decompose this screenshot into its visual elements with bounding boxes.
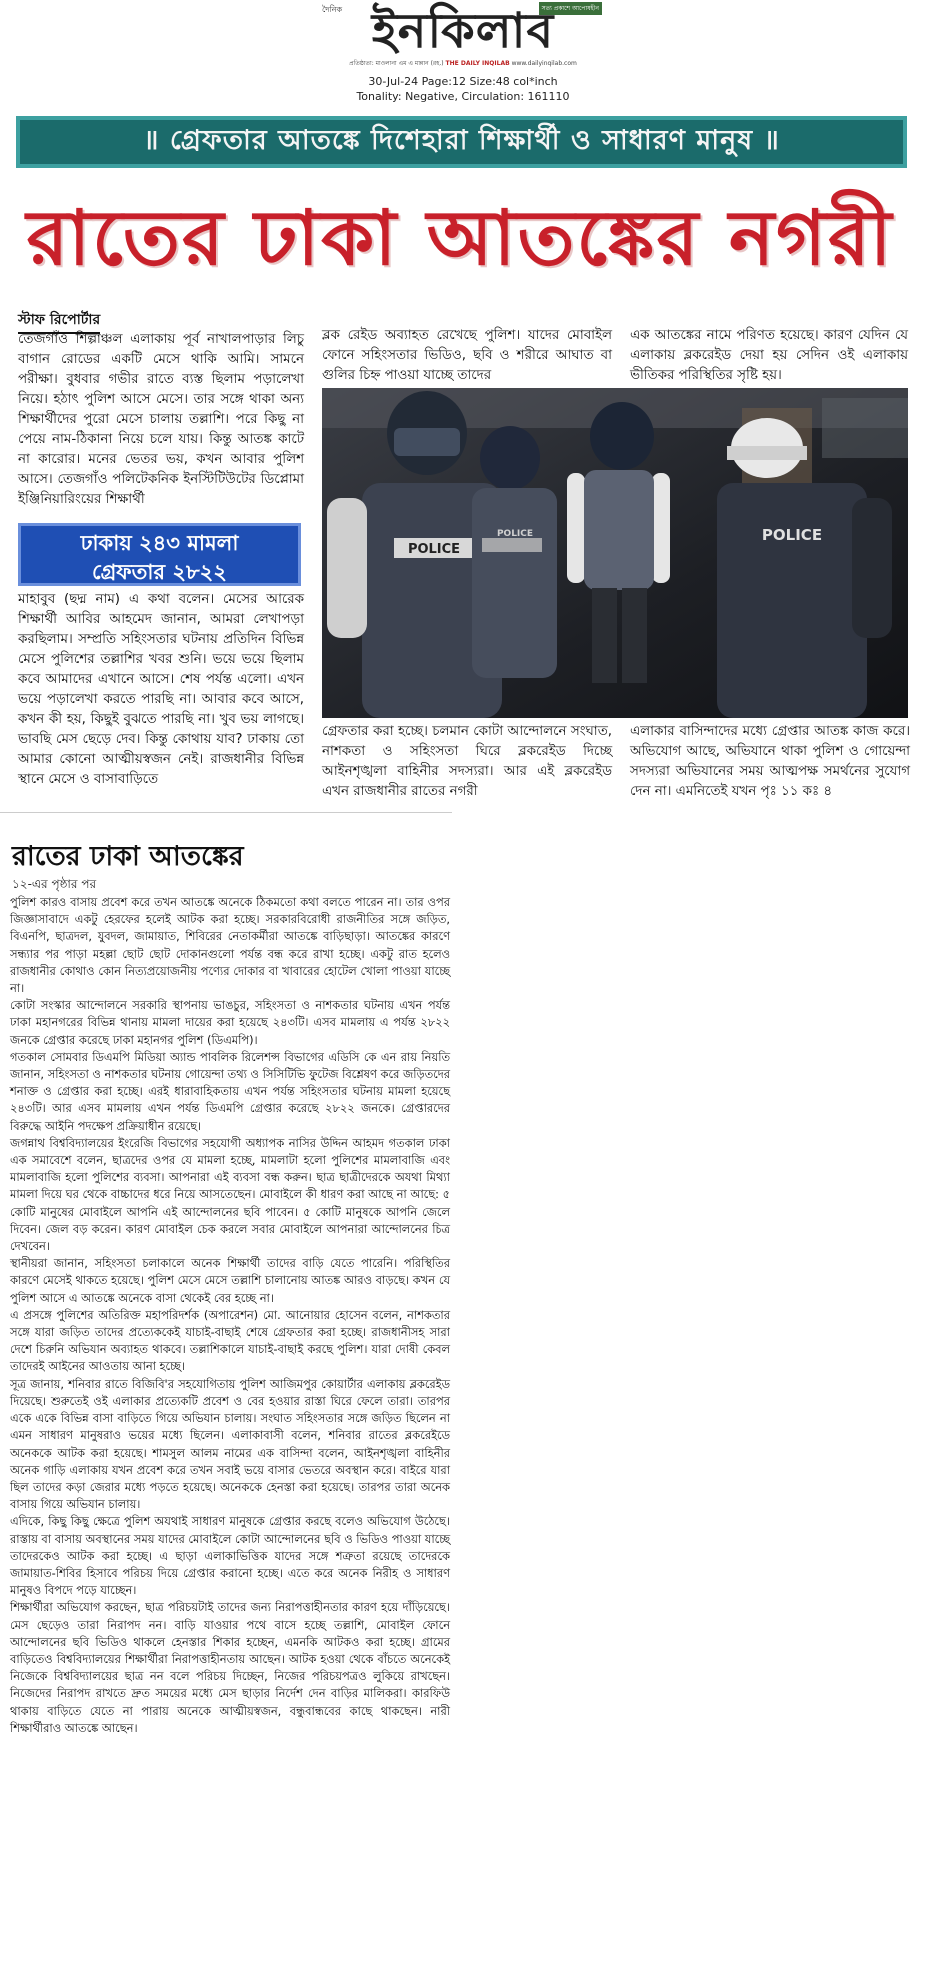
clipping-meta — [300, 74, 626, 104]
article-headline: রাতের ঢাকা আতঙ্কের নগরী — [26, 193, 894, 282]
continuation-paragraph: কোটা সংস্কার আন্দোলনে সরকারি স্থাপনায় ভাঙচুর, সহিংসতা ও নাশকতার ঘটনায় এখন পর্যন্ত ঢাকা মহানগরের বিভিন্ন থানায় মামলা দায়ের করা হয়েছে ২৪৩টি। এসব মামলায় এ পর্যন্ত ২৮২২ জনকে গ্রেপ্তার করেছে ঢাকা মহানগর পুলিশ (ডিএমপি)। — [10, 998, 450, 1047]
article-column-2-bottom — [322, 722, 612, 802]
subhead-cases: ঢাকায় ২৪৩ মামলা — [80, 531, 239, 555]
continuation-body — [10, 894, 450, 1737]
continuation-reference: ১২-এর পৃষ্ঠার পর — [12, 877, 97, 891]
masthead-english-name: THE DAILY INQILAB — [445, 60, 510, 67]
continuation-paragraph: জগন্নাথ বিশ্ববিদ্যালয়ের ইংরেজি বিভাগের সহযোগী অধ্যাপক নাসির উদ্দিন আহমদ গতকাল ঢাকা এক সমাবেশে বলেন, ছাত্রদের ওপর যে মামলা হচ্ছে, মামলাটা হলো পুলিশের মামলাবাজি এবং মামলাবাজি হলো পুলিশের ব্যবসা। আপনারা এই ব্যবসা বন্ধ করুন। ছাত্র ছাত্রীদেরকে অযথা মিথ্যা মামলা দিয়ে ঘর থেকে বাচ্চাদের ধরে নিয়ে আসতেছেন। মোবাইলে কী ধারণ করা আছে না আছে: ৫ কোটি মানুষের মোবাইলে আপনি এই আন্দোলনের ছবি পাবেন। ৫ কোটি মানুষকে আপনি জেলে দিবেন। জেল বড় করেন। কারণ মোবাইল চেক করলে সবার মোবাইলে আপনারা আন্দোলনের চিত্র দেখবেন। — [10, 1135, 450, 1254]
continuation-paragraph: এ প্রসঙ্গে পুলিশের অতিরিক্ত মহাপরিদর্শক (অপারেশন) মো. আনোয়ার হোসেন বলেন, নাশকতার সঙ্গে যারা জড়িত তাদের প্রত্যেককেই যাচাই-বাছাই শেষে গ্রেফতার করা হচ্ছে। রাজধানীসহ সারা দেশে চিরুনি অভিযান অব্যাহত থাকবে। তল্লাশিকালে যাচাই-বাছাই করছে পুলিশ। যারা দোষী কেবল তাদেরই আইনের আওতায় আনা হচ্ছে। — [10, 1307, 450, 1374]
article-column-2-top — [322, 326, 612, 386]
article-column-3-top — [630, 326, 908, 386]
article-column-1-bottom — [18, 590, 304, 790]
subhead-arrests: গ্রেফতার ২৮২২ — [92, 560, 227, 584]
article-paragraph: মাহাবুব (ছদ্ম নাম) এ কথা বলেন। মেসের আরেক শিক্ষার্থী আবির আহমেদ জানান, আমরা লেখাপড়া করছিলাম। সম্প্রতি সহিংসতার ঘটনায় প্রতিদিন বিভিন্ন মেসে পুলিশের তল্লাশির খবর শুনি। ভয়ে ভয়ে ছিলাম কবে আমাদের এখানে আসে। শেষ পর্যন্ত এলো। এখন ভয়ে পড়ালেখা করতে পারছি না। আবার কবে আসে, কখন কী হয়, কিছুই বুঝতে পারছি না। খুব ভয় লাগছে। ভাবছি মেস ছেড়ে দেব। কিন্তু কোথায় যাব? ঢাকায় তো আমার কোনো আত্মীয়স্বজন নেই। রাজধানীর বিভিন্ন স্থানে মেসে ও বাসাবাড়িতে — [18, 592, 304, 787]
news-photo — [322, 388, 908, 718]
masthead-prefix: দৈনিক — [322, 5, 343, 14]
section-divider — [0, 812, 452, 813]
continuation-paragraph: স্থানীয়রা জানান, সহিংসতা চলাকালে অনেক শিক্ষার্থী তাদের বাড়ি যেতে পারেনি। পরিস্থিতির কারণে মেসেই থাকতে হয়েছে। পুলিশ মেসে মেসে তল্লাশি চালানোয় আতঙ্ক আরও বাড়ছে। কখন যে পুলিশ আসে এ আতঙ্কে অনেকে বাসা থেকেই বের হচ্ছে না। — [10, 1256, 450, 1305]
continuation-paragraph: গতকাল সোমবার ডিএমপি মিডিয়া অ্যান্ড পাবলিক রিলেশন্স বিভাগের এডিসি কে এন রায় নিয়তি জানান, সহিংসতা ও নাশকতার ঘটনায় গোয়েন্দা তথ্য ও সিসিটিভি ফুটেজ বিশ্লেষণ করে জড়িতদের শনাক্ত ও গ্রেপ্তার করা হচ্ছে। এরই ধারাবাহিকতায় এখন পর্যন্ত সহিংসতার ঘটনায় মামলা হয়েছে ২৪৩টি। আর এসব মামলায় এখন পর্যন্ত ডিএমপি গ্রেপ্তার করেছে ২৮২২ জনকে। গ্রেপ্তারদের বিরুদ্ধে আইনি পদক্ষেপ প্রক্রিয়াধীন রয়েছে। — [10, 1049, 450, 1133]
continuation-paragraph: পুলিশ কারও বাসায় প্রবেশ করে তখন আতঙ্কে অনেকে ঠিকমতো কথা বলতে পারেন না। তার ওপর জিজ্ঞাসাবাদে একটু হেরফের হলেই আটক করা হচ্ছে। সরকারবিরোধী রাজনীতির সঙ্গে জড়িত, বিএনপি, ছাত্রদল, যুবদল, জামায়াত, শিবিরের নেতাকর্মীরা আতঙ্কে বাড়িছাড়া। আতঙ্কের কারণে সন্ধ্যার পর পাড়া মহল্লা ছোট ছোট দোকানগুলো পর্যন্ত বন্ধ করে রাখা হচ্ছে। একটু রাত হলেও রাজধানীর কোথাও কোন নিত্যপ্রয়োজনীয় পণ্যের দোকার বা খাবারের হোটেল খোলা পাওয়া যাচ্ছে না। — [10, 895, 450, 996]
vest-label: POLICE — [407, 542, 461, 557]
continuation-paragraph: শিক্ষার্থীরা অভিযোগ করছেন, ছাত্র পরিচয়টাই তাদের জন্য নিরাপত্তাহীনতার কারণ হয়ে দাঁড়িয়েছে। মেস ছেড়েও তারা নিরাপদ নন। বাড়ি যাওয়ার পথে বাসে হচ্ছে তল্লাশি, মোবাইল ফোনে আন্দোলনের ছবি ভিডিও থাকলে হেনস্তার শিকার হচ্ছেন, এমনকি আটকও করা হচ্ছে। গ্রামের বাড়িতেও বিশ্ববিদ্যালয়ের শিক্ষার্থীরা নিরাপত্তাহীনতায় আছেন। আটক হওয়া থেকে বাঁচতে অনেকেই নিজেকে বিশ্ববিদ্যালয়ের ছাত্র নন বলে পরিচয় দিচ্ছেন, নিজের পরিচয়পত্রও লুকিয়ে রাখছেন। নিজেদের নিরাপদ রাখতে দ্রুত সময়ের মধ্যে মেস ছাড়ার নির্দেশ দেন বাড়ির মালিকরা। কারফিউ থাকায় বাড়িতে যেতে না পারায় অনেকে আত্মীয়স্বজন, বন্ধুবান্ধবের কাছে থাকছেন। নারী শিক্ষার্থীরাও আতঙ্কে আছেন। — [10, 1600, 450, 1735]
article-paragraph: এক আতঙ্কের নামে পরিণত হয়েছে। কারণ যেদিন যে এলাকায় ব্লকরেইড দেয়া হয় সেদিন ওই এলাকায় ভীতিকর পরিস্থিতির সৃষ্টি হয়। — [630, 328, 908, 383]
continuation-paragraph: সূত্র জানায়, শনিবার রাতে বিজিবি'র সহযোগিতায় পুলিশ আজিমপুর কোয়ার্টার এলাকায় ব্লকরেইড দিয়েছে। শুরুতেই ওই এলাকার প্রত্যেকটি প্রবেশ ও বের হওয়ার রাস্তা ঘিরে ফেলে তারা। তারপর একে একে বিভিন্ন বাসা বাড়িতে গিয়ে অভিযান চালায়। সংঘাত সহিংসতার সঙ্গে জড়িত ছিলেন না এমন সাধারণ মানুষরাও ভয়ের মধ্যে ছিলেন। এলাকাবাসী বলেন, শনিবার রাতের ব্লকরেইডে অনেককে আটক করা হয়েছে। শামসুল আলম নামের এক বাসিন্দা বলেন, আইনশৃঙ্খলা বাহিনীর অনেক গাড়ি এলাকায় যখন প্রবেশ করে তখন সবাই ভয়ে বাসার ভেতরে অবস্থান করে। বাইরে যারা ছিল তাদের কড়া জেরার মধ্যে পড়তে হয়েছে। অনেককে হেনস্তা করা হয়েছে। তারপর তারা অনেক বাসায় গিয়ে অভিযান চালায়। — [10, 1376, 450, 1512]
continuation-paragraph: এদিকে, কিছু কিছু ক্ষেত্রে পুলিশ অযথাই সাধারণ মানুষকে গ্রেপ্তার করছে বলেও অভিযোগ উঠেছে। রাস্তায় বা বাসায় অবস্থানের সময় যাদের মোবাইলে কোটা আন্দোলনের ছবি ও ভিডিও পাওয়া যাচ্ছে তাদেরকেও আটক করা হচ্ছে। এ ছাড়া এলাকাভিত্তিক যাদের সঙ্গে শত্রুতা রয়েছে তাদেরকে জামায়াত-শিবির হিসাবে পরিচয় দিয়ে গ্রেপ্তার করানো হচ্ছে। এতে করে অনেক নিরীহ ও সাধারণ মানুষও বিপদে পড়ে যাচ্ছেন। — [10, 1514, 450, 1598]
article-paragraph: তেজগাঁও শিল্পাঞ্চল এলাকায় পূর্ব নাখালপাড়ার লিচু বাগান রোডের একটি মেসে থাকি আমি। সামনে পরীক্ষা। বুধবার গভীর রাতে ব্যস্ত ছিলাম পড়ালেখা নিয়ে। হঠাৎ পুলিশ আসে মেসে। তার সঙ্গে থাকা অন্য শিক্ষার্থীদের পুরো মেসে চালায় তল্লাশি। পরে কিছু না পেয়ে নাম-ঠিকানা নিয়ে চলে যায়। কিন্তু আতঙ্ক কাটে না কারোর। মনের ভেতর ভয়, কখন আবার পুলিশ আসে। তেজগাঁও পলিটেকনিক ইনস্টিটিউটের ডিপ্লোমা ইঞ্জিনিয়ারিংয়ের শিক্ষার্থী — [18, 332, 304, 507]
article-column-3-bottom — [630, 722, 910, 802]
article-subhead-box — [18, 523, 301, 586]
newspaper-logo: ইনকিলাব — [371, 3, 555, 59]
article-byline: স্টাফ রিপোর্টার — [18, 308, 100, 334]
continuation-title: রাতের ঢাকা আতঙ্কের — [12, 841, 244, 872]
police-photo-illustration — [322, 388, 908, 718]
masthead — [322, 0, 604, 68]
article-paragraph: গ্রেফতার করা হচ্ছে। চলমান কোটা আন্দোলনে সংঘাত, নাশকতা ও সহিংসতা ঘিরে ব্লকরেইড দিচ্ছে আইনশৃঙ্খলা বাহিনীর সদস্যরা। আর এই ব্লকরেইড এখন রাজধানীর রাতের নগরী — [322, 724, 612, 799]
article-paragraph: এলাকার বাসিন্দাদের মধ্যে গ্রেপ্তার আতঙ্ক কাজ করে। অভিযোগ আছে, অভিযানে থাকা পুলিশ ও গোয়েন্দা সদস্যরা অভিযানের সময় আত্মপক্ষ সমর্থনের সুযোগ দেন না। এমনিতেই যখন পৃঃ ১১ কঃ ৪ — [630, 724, 910, 799]
vest-label: POLICE — [496, 529, 534, 539]
masthead-website: www.dailyinqilab.com — [511, 60, 577, 67]
masthead-founder: প্রতিষ্ঠাতা: মাওলানা এম এ মান্নান (রহ.) — [349, 60, 444, 67]
masthead-subline — [322, 58, 604, 69]
clipping-date-page: 30-Jul-24 Page:12 Size:48 col*inch — [368, 75, 558, 88]
clipping-tonality: Tonality: Negative, Circulation: 161110 — [356, 90, 570, 103]
article-kicker: ॥ গ্রেফতার আতঙ্কে দিশেহারা শিক্ষার্থী ও সাধারণ মানুষ ॥ — [16, 116, 907, 168]
masthead-tagline: সত্য প্রকাশে আপোষহীন — [539, 2, 602, 15]
article-column-1-top — [18, 330, 304, 510]
article-paragraph: ব্লক রেইড অব্যাহত রেখেছে পুলিশ। যাদের মোবাইল ফোনে সহিংসতার ভিডিও, ছবি ও শরীরে আঘাত বা গুলির চিহ্ন পাওয়া যাচ্ছে তাদের — [322, 328, 612, 383]
vest-label: POLICE — [761, 526, 823, 544]
